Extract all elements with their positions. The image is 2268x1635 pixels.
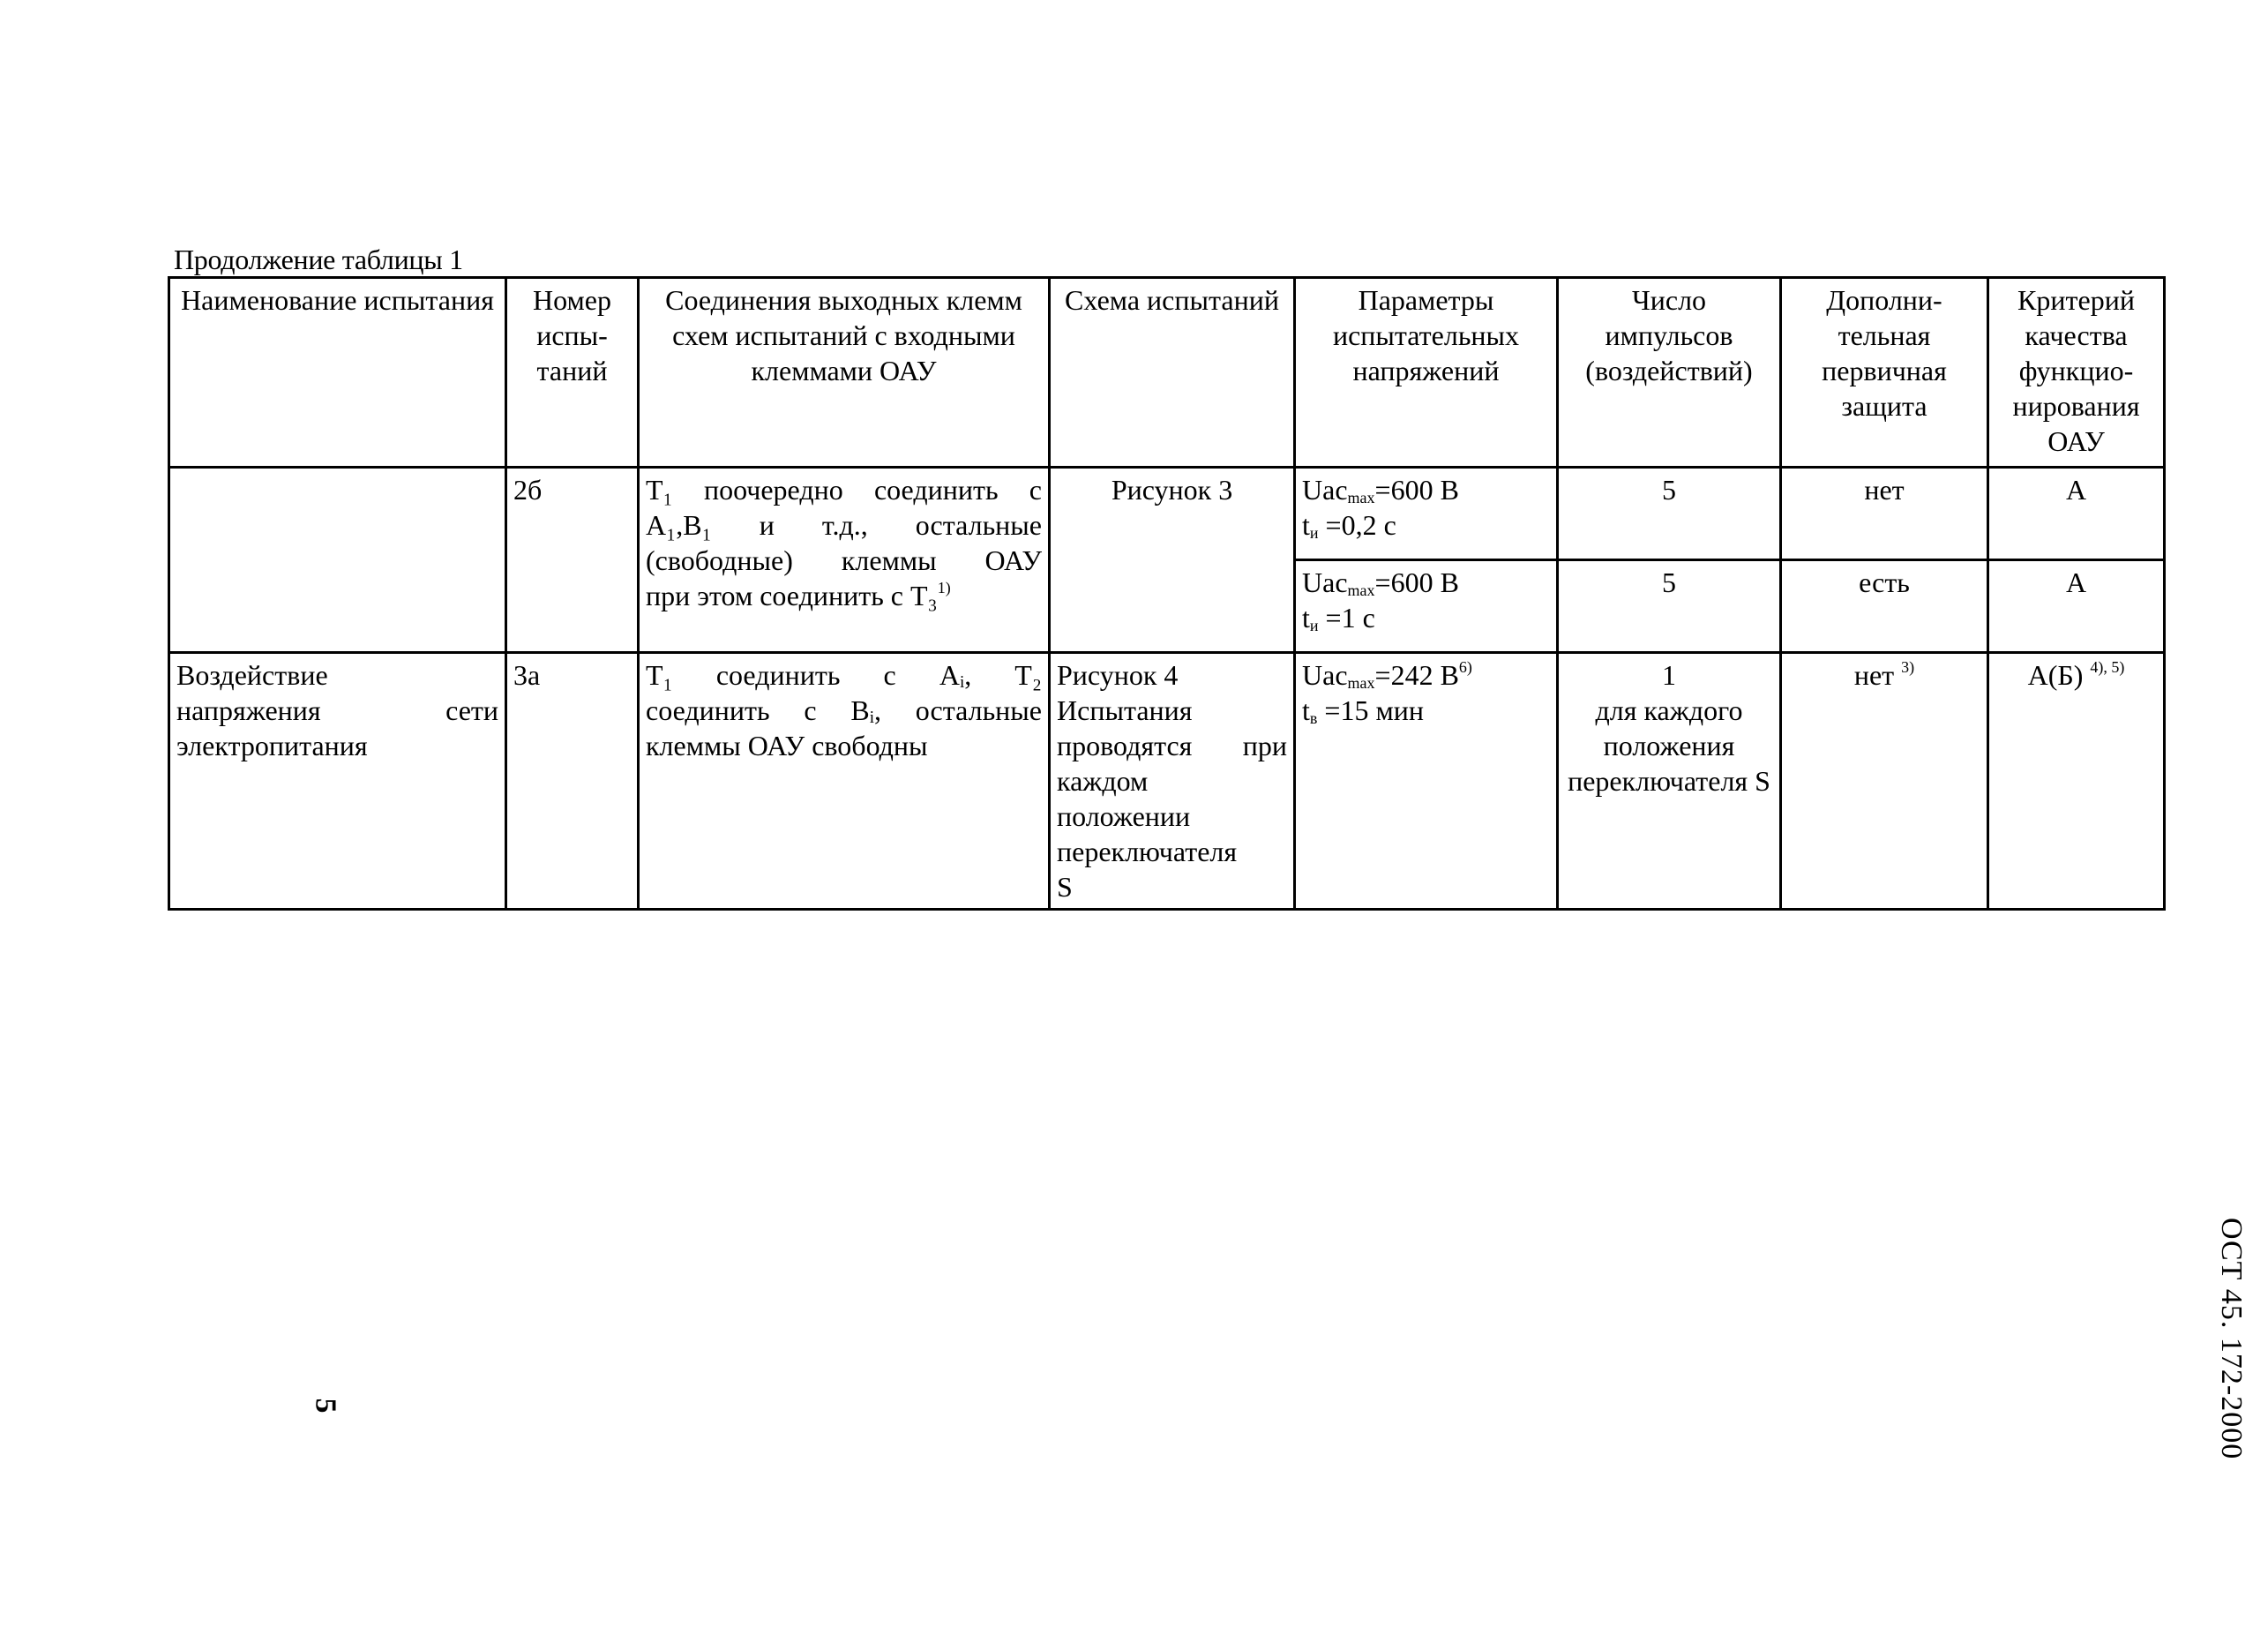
count-note: для каждого положения переключателя S (1568, 694, 1770, 797)
cell-number: 3а (506, 653, 639, 910)
param-value: =0,2 с (1318, 509, 1396, 541)
param-subscript: и (1309, 617, 1319, 634)
test-table (168, 276, 2166, 911)
param-symbol: t (1302, 509, 1310, 541)
param-symbol: Uac (1302, 659, 1348, 691)
cell-scheme (1050, 653, 1295, 910)
footnote-ref: 3) (1901, 658, 1915, 676)
document-code: ОСТ 45. 172-2000 (2215, 1218, 2248, 1460)
scheme-word: проводятся (1057, 730, 1193, 761)
cell-params (1295, 468, 1558, 560)
param-voltage (1302, 472, 1550, 507)
cell-protection: есть (1781, 560, 1988, 653)
param-voltage (1302, 657, 1550, 693)
name-line: Воздействие (176, 659, 328, 691)
cell-connections (639, 653, 1050, 910)
param-symbol: t (1302, 602, 1310, 634)
header-protection: Дополни-тельная первичная защита (1781, 278, 1988, 468)
connections-line: (свободные) клеммы ОАУ (646, 544, 1042, 576)
header-row (169, 278, 2165, 468)
param-time (1302, 600, 1550, 635)
cell-name (169, 653, 506, 910)
connections-word: Aᵢ, (939, 659, 972, 691)
cell-scheme: Рисунок 3 (1050, 468, 1295, 653)
scheme-line: положении (1057, 800, 1191, 832)
criterion-value: А(Б) (2027, 659, 2084, 691)
scheme-word: при (1242, 730, 1287, 761)
param-time (1302, 693, 1550, 728)
param-value: =242 В (1374, 659, 1459, 691)
connections-word: т.д., (821, 509, 868, 541)
header-scheme: Схема испытаний (1050, 278, 1295, 468)
scheme-line: S (1057, 871, 1073, 903)
connections-line (646, 507, 1042, 543)
param-subscript: max (1347, 489, 1375, 506)
connections-line: клеммы ОАУ свободны (646, 730, 928, 761)
param-subscript: max (1347, 674, 1375, 692)
header-criterion: Критерий качества функцио-нирования ОАУ (1988, 278, 2165, 468)
header-count: Число импульсов (воздействий) (1558, 278, 1781, 468)
footnote-ref: 1) (937, 579, 951, 596)
param-value: =600 В (1374, 566, 1459, 598)
cell-count (1558, 653, 1781, 910)
param-symbol: t (1302, 694, 1310, 726)
table-caption: Продолжение таблицы 1 (174, 244, 463, 275)
header-number: Номер испы-таний (506, 278, 639, 468)
cell-count: 5 (1558, 468, 1781, 560)
connections-line (646, 657, 1042, 693)
name-word: сети (445, 694, 498, 726)
param-value: =15 мин (1317, 694, 1424, 726)
header-params: Параметры испытательных напряжений (1295, 278, 1558, 468)
table-row (169, 468, 2165, 560)
cell-params (1295, 653, 1558, 910)
param-subscript: max (1347, 581, 1375, 599)
cell-params (1295, 560, 1558, 653)
param-subscript: и (1309, 524, 1319, 542)
cell-protection (1781, 653, 1988, 910)
scheme-line: каждом (1057, 765, 1149, 797)
param-time (1302, 507, 1550, 543)
name-line: электропитания (176, 730, 368, 761)
header-connections: Соединения выходных клемм схем испытаний с входными клеммами ОАУ (639, 278, 1050, 468)
scheme-line (1057, 728, 1287, 763)
footnote-ref: 4), 5) (2090, 658, 2125, 676)
param-voltage (1302, 565, 1550, 600)
param-subscript: в (1309, 709, 1318, 727)
cell-count: 5 (1558, 560, 1781, 653)
param-value: =600 В (1374, 474, 1459, 506)
connections-line: соединить с Bᵢ, остальные (646, 694, 1042, 726)
connections-word: и (759, 509, 775, 541)
header-name: Наименование испытания (169, 278, 506, 468)
cell-criterion: А (1988, 468, 2165, 560)
connections-word: T₁ (646, 659, 673, 691)
param-symbol: Uac (1302, 566, 1348, 598)
connections-line (646, 578, 1042, 613)
connections-word: T₂ (1014, 659, 1042, 691)
cell-connections (639, 468, 1050, 653)
connections-word: остальные (915, 509, 1042, 541)
cell-protection: нет (1781, 468, 1988, 560)
scheme-line: переключателя (1057, 836, 1238, 867)
name-line (176, 693, 498, 728)
param-value: =1 с (1318, 602, 1375, 634)
protection-value: нет (1853, 659, 1895, 691)
name-word: напряжения (176, 694, 321, 726)
scheme-line: Испытания (1057, 694, 1193, 726)
connections-word: с (883, 659, 896, 691)
cell-criterion (1988, 653, 2165, 910)
scheme-line: Рисунок 4 (1057, 659, 1179, 691)
connections-word: соединить (715, 659, 841, 691)
connections-text: при этом соединить с T₃ (646, 580, 938, 611)
footnote-ref: 6) (1458, 658, 1472, 676)
connections-word: A₁,B₁ (646, 509, 712, 541)
param-symbol: Uac (1302, 474, 1348, 506)
count-value: 1 (1662, 659, 1676, 691)
cell-name-empty (169, 468, 506, 653)
page-number: 5 (309, 1398, 342, 1414)
cell-criterion: А (1988, 560, 2165, 653)
connections-line: T₁ поочередно соединить с (646, 474, 1042, 506)
cell-number: 2б (506, 468, 639, 653)
table-row (169, 653, 2165, 910)
